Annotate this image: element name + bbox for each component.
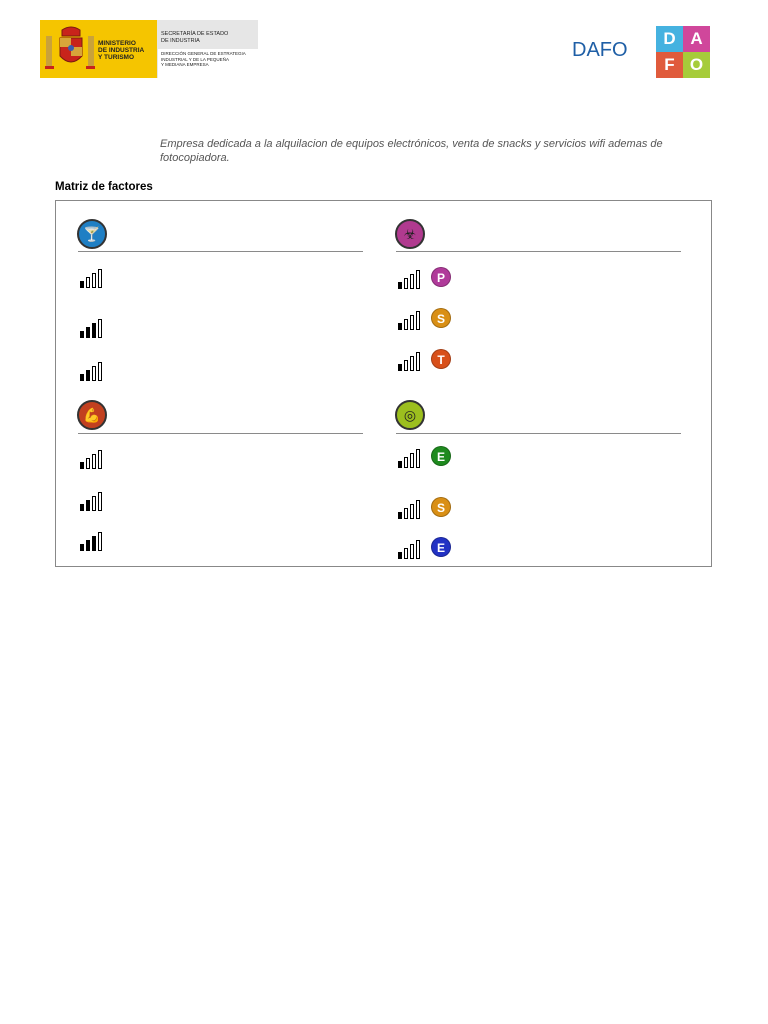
target-icon: ◎ [395,400,425,430]
signal-bar [416,270,420,289]
ministry-logo [40,20,258,78]
coat-of-arms-icon [42,24,100,74]
signal-bar [404,360,408,371]
factor-matrix [55,200,712,567]
signal-strength-icon [80,531,106,551]
signal-bar [398,282,402,289]
signal-bar [416,540,420,559]
dafo-letter-d: D [656,26,683,52]
signal-bar [80,281,84,288]
signal-bar [86,370,90,381]
signal-bar [410,356,414,371]
signal-bar [80,374,84,381]
quadrant-divider [396,251,681,252]
signal-bar [92,366,96,381]
signal-bar [416,449,420,468]
biohazard-icon: ☣ [395,219,425,249]
signal-strength-icon [398,448,424,468]
dafo-letter-a: A [683,26,710,52]
signal-bar [404,457,408,468]
matrix-label: Matriz de factores [55,181,153,193]
ministry-name: MINISTERIO DE INDUSTRIA Y TURISMO [98,40,145,61]
signal-strength-icon [398,269,424,289]
signal-strength-icon [80,268,106,288]
signal-bar [98,532,102,551]
signal-bar [398,364,402,371]
signal-bar [98,269,102,288]
strong-arm-icon: 💪 [77,400,107,430]
factor-badge-e: E [431,537,451,557]
signal-bar [98,492,102,511]
signal-strength-icon [398,351,424,371]
signal-bar [404,319,408,330]
signal-bar [98,319,102,338]
signal-bar [86,458,90,469]
signal-bar [404,548,408,559]
factor-badge-s: S [431,308,451,328]
signal-bar [92,323,96,338]
signal-strength-icon [80,318,106,338]
signal-bar [404,508,408,519]
signal-bar [410,315,414,330]
broken-glass-icon: 🍸 [77,219,107,249]
signal-bar [410,544,414,559]
signal-strength-icon [80,449,106,469]
signal-bar [416,500,420,519]
secretaria-text: SECRETARÍA DE ESTADO DE INDUSTRIA [161,31,229,44]
signal-bar [86,540,90,551]
signal-bar [398,512,402,519]
dafo-letter-o: O [683,52,710,78]
signal-bar [92,454,96,469]
signal-bar [410,274,414,289]
factor-badge-p: P [431,267,451,287]
company-description: Empresa dedicada a la alquilacion de equipos electrónicos, venta de snacks y servicios wifi ademas de fotocopiadora. [160,138,663,164]
direccion-general-text: DIRECCIÓN GENERAL DE ESTRATEGIA INDUSTRIAL Y DE LA PEQUEÑA Y MEDIANA EMPRESA [161,51,246,67]
signal-bar [80,462,84,469]
signal-strength-icon [398,539,424,559]
signal-bar [416,352,420,371]
signal-bar [86,327,90,338]
signal-bar [80,504,84,511]
signal-bar [404,278,408,289]
dafo-logo [656,26,710,78]
factor-badge-e: E [431,446,451,466]
page-title: DAFO [572,39,628,61]
signal-strength-icon [398,499,424,519]
signal-bar [398,323,402,330]
signal-bar [410,504,414,519]
signal-bar [416,311,420,330]
dafo-letter-f: F [656,52,683,78]
factor-badge-s: S [431,497,451,517]
quadrant-divider [396,433,681,434]
signal-bar [86,277,90,288]
signal-bar [92,273,96,288]
signal-bar [86,500,90,511]
quadrant-divider [78,251,363,252]
logo-yellow-panel [40,20,157,78]
signal-strength-icon [398,310,424,330]
signal-bar [398,461,402,468]
signal-bar [80,544,84,551]
signal-bar [92,496,96,511]
factor-badge-t: T [431,349,451,369]
signal-strength-icon [80,361,106,381]
signal-bar [80,331,84,338]
signal-bar [98,362,102,381]
signal-bar [98,450,102,469]
signal-bar [410,453,414,468]
quadrant-divider [78,433,363,434]
signal-strength-icon [80,491,106,511]
signal-bar [92,536,96,551]
signal-bar [398,552,402,559]
